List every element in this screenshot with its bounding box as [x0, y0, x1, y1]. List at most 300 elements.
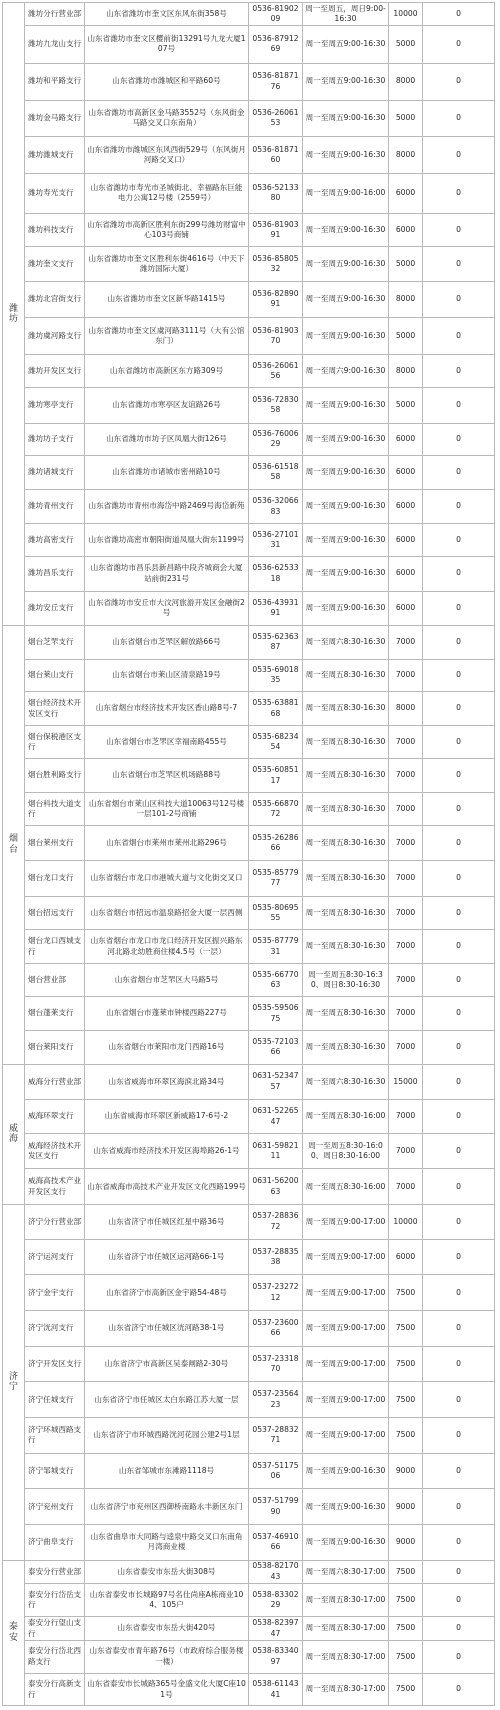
branch-address: 山东省济宁市任城区太白东路江苏大厦一层: [85, 1382, 249, 1418]
second-value: 0: [423, 896, 495, 930]
branch-address: 山东省济宁市环城西路洸河花园公建2号1层: [85, 1418, 249, 1454]
business-hours: 周一至周五9:00-16:30: [303, 100, 389, 137]
table-row: [3, 725, 495, 759]
business-hours: 周一至周六8:30-17:00: [303, 1560, 389, 1583]
business-hours: 周一至周五8:30-17:00: [303, 1674, 389, 1706]
second-value: 0: [423, 423, 495, 456]
branch-address: 山东省潍坊市潍城区东风西街529号（东风街月河路交叉口）: [85, 137, 249, 174]
branch-phone: 0535-2628666: [249, 826, 303, 861]
second-value: 0: [423, 3, 495, 26]
amount-value: 6000: [389, 556, 423, 591]
branch-name: 潍坊坊子支行: [25, 423, 85, 456]
branch-phone: 0535-8577977: [249, 861, 303, 897]
branch-phone: 0631-5982111: [249, 1133, 303, 1169]
amount-value: 9000: [389, 1489, 423, 1525]
branch-address: 山东省烟台市招远市温泉路招金大厦一层西侧: [85, 896, 249, 930]
business-hours: 周一至周五9:00-16:30: [303, 63, 389, 100]
branch-phone: 0538-8239747: [249, 1617, 303, 1640]
branch-phone: 0536-4393191: [249, 591, 303, 626]
branch-name: 济宁曲阜支行: [25, 1525, 85, 1561]
branch-name: 潍坊开发区支行: [25, 355, 85, 388]
amount-value: 7500: [389, 1382, 423, 1418]
business-hours: 周一至周五9:00-16:30: [303, 317, 389, 355]
amount-value: 7000: [389, 1169, 423, 1205]
table-row: [3, 388, 495, 424]
branch-name: 泰安分行高新支行: [25, 1674, 85, 1706]
second-value: 0: [423, 725, 495, 759]
branch-name: 潍坊昌乐支行: [25, 556, 85, 591]
table-row: [3, 659, 495, 692]
second-value: 0: [423, 489, 495, 524]
table-row: [3, 137, 495, 174]
table-row: [3, 963, 495, 997]
table-row: [3, 1674, 495, 1706]
branch-address: 山东省曲阜市大同路与逵泉中路交叉口东南角月湾商业楼: [85, 1525, 249, 1561]
branch-name: 济宁兖州支行: [25, 1489, 85, 1525]
table-row: [3, 692, 495, 726]
table-row: [3, 1640, 495, 1674]
amount-value: 9000: [389, 1525, 423, 1561]
table-row: [3, 1311, 495, 1347]
table-row: [3, 626, 495, 660]
branch-name: 济宁环城西路支行: [25, 1418, 85, 1454]
amount-value: 5000: [389, 317, 423, 355]
branch-table: [2, 2, 495, 1706]
table-row: [3, 1382, 495, 1418]
table-row: [3, 213, 495, 247]
second-value: 0: [423, 213, 495, 247]
table-row: [3, 1418, 495, 1454]
second-value: 0: [423, 591, 495, 626]
business-hours: 周一至周五8:30-16:30、周日8:30-16:30: [303, 963, 389, 997]
amount-value: 7500: [389, 1418, 423, 1454]
branch-address: 山东省潍坊市坊子区凤凰大街126号: [85, 423, 249, 456]
branch-phone: 0535-6901835: [249, 659, 303, 692]
second-value: 0: [423, 1031, 495, 1065]
branch-address: 山东省烟台市莱阳市龙门西路16号: [85, 1031, 249, 1065]
business-hours: 周一至周五9:00-16:30: [303, 282, 389, 318]
amount-value: 5000: [389, 26, 423, 64]
table-row: [3, 792, 495, 826]
branch-name: 烟台保税港区支行: [25, 725, 85, 759]
branch-name: 潍坊潍城支行: [25, 137, 85, 174]
second-value: 0: [423, 792, 495, 826]
branch-address: 山东省烟台市莱州市莱州北路296号: [85, 826, 249, 861]
branch-name: 烟台营业部: [25, 963, 85, 997]
city-cell: 烟台: [3, 626, 25, 1064]
table-row: [3, 355, 495, 388]
branch-address: 山东省泰安市青年路76号（市政府综合服务楼一楼）: [85, 1640, 249, 1674]
second-value: 0: [423, 963, 495, 997]
table-row: [3, 3, 495, 26]
table-row: [3, 63, 495, 100]
branch-address: 山东省济宁市任城区红星中路36号: [85, 1205, 249, 1240]
branch-address: 山东省威海市环翠区海滨北路34号: [85, 1064, 249, 1100]
business-hours: 周一至周五9:00-16:30: [303, 213, 389, 247]
branch-phone: 0536-7283058: [249, 388, 303, 424]
branch-address: 山东省济宁市高新区金宇路54-48号: [85, 1275, 249, 1311]
branch-name: 烟台莱阳支行: [25, 1031, 85, 1065]
branch-name: 烟台蓬莱支行: [25, 997, 85, 1031]
branch-address: 山东省潍坊市青州市海岱中路2469号海岱新苑: [85, 489, 249, 524]
business-hours: 周一至周五9:00-16:00: [303, 174, 389, 214]
business-hours: 周一至周五8:30-17:00: [303, 1583, 389, 1617]
second-value: 0: [423, 100, 495, 137]
amount-value: 7000: [389, 1100, 423, 1134]
branch-phone: 0536-2710131: [249, 524, 303, 557]
business-hours: 周一至周六9:00-16:30: [303, 355, 389, 388]
second-value: 0: [423, 1617, 495, 1640]
branch-address: 山东省潍坊市潍城区和平路60号: [85, 63, 249, 100]
branch-address: 山东省潍坊市奎文区樱前街13291号九龙大厦107号: [85, 26, 249, 64]
branch-name: 潍坊虞河路支行: [25, 317, 85, 355]
amount-value: 7000: [389, 997, 423, 1031]
second-value: 0: [423, 174, 495, 214]
second-value: 0: [423, 1311, 495, 1347]
amount-value: 5000: [389, 388, 423, 424]
branch-phone: 0536-6253318: [249, 556, 303, 591]
table-row: [3, 1031, 495, 1065]
branch-phone: 0535-7210366: [249, 1031, 303, 1065]
branch-name: 烟台龙口西城支行: [25, 930, 85, 964]
second-value: 0: [423, 626, 495, 660]
second-value: 0: [423, 659, 495, 692]
second-value: 0: [423, 1100, 495, 1134]
branch-address: 山东省烟台市莱山区科技大道10063号12号楼一层101-2号商铺: [85, 792, 249, 826]
branch-name: 济宁开发区支行: [25, 1346, 85, 1382]
business-hours: 周一至周五8:30-16:30: [303, 930, 389, 964]
city-cell: 潍坊: [3, 3, 25, 626]
second-value: 0: [423, 1560, 495, 1583]
table-row: [3, 826, 495, 861]
branch-name: 济宁运河支行: [25, 1239, 85, 1275]
branch-phone: 0538-8330229: [249, 1583, 303, 1617]
branch-address: 山东省威海市经济技术开发区海埠路26-1号: [85, 1133, 249, 1169]
amount-value: 9000: [389, 1453, 423, 1489]
second-value: 0: [423, 556, 495, 591]
table-row: [3, 1617, 495, 1640]
branch-address: 山东省烟台市蓬莱市钟楼西路227号: [85, 997, 249, 1031]
second-value: 0: [423, 355, 495, 388]
table-row: [3, 861, 495, 897]
branch-phone: 0536-5213380: [249, 174, 303, 214]
branch-phone: 0538-8217043: [249, 1560, 303, 1583]
business-hours: 周一至周五8:30-16:00: [303, 1169, 389, 1205]
amount-value: 7000: [389, 826, 423, 861]
second-value: 0: [423, 456, 495, 490]
business-hours: 周一至周五9:00-16:30: [303, 247, 389, 282]
branch-name: 潍坊和平路支行: [25, 63, 85, 100]
branch-address: 山东省泰安市东岳大街308号: [85, 1560, 249, 1583]
branch-name: 烟台科技大道支行: [25, 792, 85, 826]
business-hours: 周一至周五9:00-16:30: [303, 591, 389, 626]
business-hours: 周一至周五9:00-16:30: [303, 489, 389, 524]
branch-phone: 0536-8289091: [249, 282, 303, 318]
branch-address: 山东省潍坊市寒亭区友谊路26号: [85, 388, 249, 424]
branch-address: 山东省烟台市莱山区清泉路19号: [85, 659, 249, 692]
table-row: [3, 100, 495, 137]
branch-phone: 0631-5226547: [249, 1100, 303, 1134]
branch-phone: 0537-2331870: [249, 1346, 303, 1382]
business-hours: 周一至周五8:30-17:00: [303, 1640, 389, 1674]
amount-value: 7000: [389, 963, 423, 997]
branch-phone: 0536-7600629: [249, 423, 303, 456]
branch-name: 烟台莱州支行: [25, 826, 85, 861]
business-hours: 周一至周五8:30-16:00: [303, 1100, 389, 1134]
branch-name: 潍坊九龙山支行: [25, 26, 85, 64]
branch-name: 烟台莱山支行: [25, 659, 85, 692]
branch-phone: 0535-6388168: [249, 692, 303, 726]
branch-name: 潍坊寿光支行: [25, 174, 85, 214]
branch-phone: 0537-2327212: [249, 1275, 303, 1311]
amount-value: 8000: [389, 63, 423, 100]
branch-phone: 0537-2360066: [249, 1311, 303, 1347]
table-body: [3, 3, 495, 1706]
branch-phone: 0631-5234757: [249, 1064, 303, 1100]
business-hours: 周一至周五9:00-16:30: [303, 1489, 389, 1525]
branch-address: 山东省济宁市兖州区西御桥南路永丰新区东门: [85, 1489, 249, 1525]
branch-address: 山东省潍坊市寿光市圣城街北、幸福路东巨能电力公寓12号楼（2559号）: [85, 174, 249, 214]
second-value: 0: [423, 1525, 495, 1561]
amount-value: 7000: [389, 626, 423, 660]
city-cell: 济宁: [3, 1205, 25, 1561]
branch-phone: 0536-2606156: [249, 355, 303, 388]
branch-phone: 0537-5179990: [249, 1489, 303, 1525]
business-hours: 周一至周五8:30-16:30: [303, 896, 389, 930]
second-value: 0: [423, 997, 495, 1031]
amount-value: 7500: [389, 1346, 423, 1382]
amount-value: 6000: [389, 591, 423, 626]
amount-value: 5000: [389, 100, 423, 137]
business-hours: 周一至周五8:30-16:30: [303, 725, 389, 759]
business-hours: 周一至周五9:00-16:30: [303, 137, 389, 174]
branch-name: 烟台招远支行: [25, 896, 85, 930]
branch-phone: 0537-5117506: [249, 1453, 303, 1489]
amount-value: 8000: [389, 355, 423, 388]
branch-address: 山东省烟台市龙口市港城大道与文化街交叉口: [85, 861, 249, 897]
amount-value: 6000: [389, 213, 423, 247]
second-value: 0: [423, 282, 495, 318]
branch-address: 山东省济宁市任城区洸河路38-1号: [85, 1311, 249, 1347]
branch-name: 潍坊金马路支行: [25, 100, 85, 137]
amount-value: 7500: [389, 1583, 423, 1617]
branch-address: 山东省潍坊市奎文区虞河路3111号（大有公馆东门）: [85, 317, 249, 355]
second-value: 0: [423, 1418, 495, 1454]
table-row: [3, 1275, 495, 1311]
branch-phone: 0536-3206683: [249, 489, 303, 524]
business-hours: 周一至周五9:00-16:30: [303, 1525, 389, 1561]
branch-address: 山东省潍坊市奎文区胜利东街4616号（中天下潍坊国际大厦）: [85, 247, 249, 282]
amount-value: 8000: [389, 692, 423, 726]
table-row: [3, 489, 495, 524]
business-hours: 周一至周五8:30-16:30: [303, 759, 389, 793]
branch-address: 山东省潍坊市诸城市密州路10号: [85, 456, 249, 490]
business-hours: 周一至周五8:30-16:30: [303, 692, 389, 726]
second-value: 0: [423, 692, 495, 726]
branch-phone: 0536-8190370: [249, 317, 303, 355]
amount-value: 7000: [389, 861, 423, 897]
branch-address: 山东省潍坊高密市朝阳街道凤凰大街东1199号: [85, 524, 249, 557]
branch-name: 泰安分行望山支行: [25, 1617, 85, 1640]
city-cell: 泰安: [3, 1560, 25, 1705]
table-row: [3, 282, 495, 318]
table-row: [3, 1560, 495, 1583]
business-hours: 周一至周六8:30-16:30: [303, 1064, 389, 1100]
branch-address: 山东省威海市环翠区新威路17-6号-2: [85, 1100, 249, 1134]
business-hours: 周一至周五8:30-16:30: [303, 659, 389, 692]
branch-phone: 0535-6687072: [249, 792, 303, 826]
branch-name: 潍坊安丘支行: [25, 591, 85, 626]
table-row: [3, 1346, 495, 1382]
second-value: 0: [423, 317, 495, 355]
branch-phone: 0537-2883538: [249, 1239, 303, 1275]
branch-name: 烟台胜利路支行: [25, 759, 85, 793]
business-hours: 周一至周五9:00-16:30: [303, 456, 389, 490]
branch-name: 潍坊北宫街支行: [25, 282, 85, 318]
branch-address: 山东省潍坊市奎文区新华路1415号: [85, 282, 249, 318]
second-value: 0: [423, 388, 495, 424]
business-hours: 周一至周五9:00-16:30: [303, 556, 389, 591]
branch-address: 山东省潍坊市高新区胜利东街299号潍坊财富中心103号商铺: [85, 213, 249, 247]
table-row: [3, 1489, 495, 1525]
table-row: [3, 456, 495, 490]
branch-phone: 0631-5620063: [249, 1169, 303, 1205]
branch-address: 山东省烟台市芝罘区解放路66号: [85, 626, 249, 660]
branch-name: 威海环翠支行: [25, 1100, 85, 1134]
branch-address: 山东省济宁市高新区吴泰闸路2-30号: [85, 1346, 249, 1382]
branch-phone: 0535-6677063: [249, 963, 303, 997]
branch-name: 济宁洸河支行: [25, 1311, 85, 1347]
amount-value: 6000: [389, 456, 423, 490]
table-row: [3, 591, 495, 626]
amount-value: 7500: [389, 1560, 423, 1583]
branch-name: 济宁分行营业部: [25, 1205, 85, 1240]
branch-name: 潍坊寒亭支行: [25, 388, 85, 424]
amount-value: 5000: [389, 247, 423, 282]
second-value: 0: [423, 1239, 495, 1275]
branch-address: 山东省泰安市长城路365号金盛文化大厦C座101号: [85, 1674, 249, 1706]
business-hours: 周一至周五8:30-16:30: [303, 997, 389, 1031]
table-row: [3, 1583, 495, 1617]
table-row: [3, 1453, 495, 1489]
amount-value: 8000: [389, 137, 423, 174]
second-value: 0: [423, 63, 495, 100]
amount-value: 7000: [389, 930, 423, 964]
table-row: [3, 997, 495, 1031]
table-row: [3, 26, 495, 64]
branch-name: 潍坊分行营业部: [25, 3, 85, 26]
amount-value: 7000: [389, 896, 423, 930]
table-row: [3, 174, 495, 214]
business-hours: 周一至周五9:00-17:00: [303, 1418, 389, 1454]
branch-name: 潍坊科技支行: [25, 213, 85, 247]
branch-address: 山东省邹城市东滩路1118号: [85, 1453, 249, 1489]
second-value: 0: [423, 1133, 495, 1169]
branch-phone: 0535-5950675: [249, 997, 303, 1031]
amount-value: 6000: [389, 524, 423, 557]
second-value: 0: [423, 1064, 495, 1100]
business-hours: 周一至周五8:30-16:30: [303, 861, 389, 897]
branch-name: 泰安分行营业部: [25, 1560, 85, 1583]
business-hours: 周一至周五9:00-17:00: [303, 1275, 389, 1311]
amount-value: 7500: [389, 1617, 423, 1640]
branch-name: 威海分行营业部: [25, 1064, 85, 1100]
branch-address: 山东省泰安市长城路97号名仕尚座A栋商业104、105户: [85, 1583, 249, 1617]
branch-name: 泰安分行岱北西路支行: [25, 1640, 85, 1674]
second-value: 0: [423, 524, 495, 557]
business-hours: 周一至周五9:00-17:00: [303, 1311, 389, 1347]
branch-address: 山东省烟台市龙口市龙口经济开发区振兴路东河北路北幼胜商住楼4.5号（一层）: [85, 930, 249, 964]
table-row: [3, 1133, 495, 1169]
branch-address: 山东省济宁市任城区运河路66-1号: [85, 1239, 249, 1275]
branch-address: 山东省潍坊市昌乐县新昌路中段齐城商会大厦站前街231号: [85, 556, 249, 591]
business-hours: 周一至周五8:30-16:30: [303, 826, 389, 861]
business-hours: 周一至周五9:00-16:30: [303, 26, 389, 64]
amount-value: 10000: [389, 3, 423, 26]
amount-value: 7000: [389, 1133, 423, 1169]
amount-value: 8000: [389, 282, 423, 318]
second-value: 0: [423, 1489, 495, 1525]
branch-name: 潍坊奎文支行: [25, 247, 85, 282]
branch-name: 潍坊青州支行: [25, 489, 85, 524]
branch-phone: 0535-8777931: [249, 930, 303, 964]
branch-name: 济宁邹城支行: [25, 1453, 85, 1489]
branch-name: 潍坊诸城支行: [25, 456, 85, 490]
second-value: 0: [423, 247, 495, 282]
branch-phone: 0536-8187176: [249, 63, 303, 100]
branch-phone: 0536-8791269: [249, 26, 303, 64]
table-row: [3, 247, 495, 282]
branch-address: 山东省烟台市芝罘区幸福南路455号: [85, 725, 249, 759]
table-row: [3, 930, 495, 964]
second-value: 0: [423, 759, 495, 793]
business-hours: 周一至周五9:00-17:00: [303, 1382, 389, 1418]
branch-name: 威海经济技术开发区支行: [25, 1133, 85, 1169]
branch-phone: 0536-8190209: [249, 3, 303, 26]
branch-phone: 0537-2356423: [249, 1382, 303, 1418]
second-value: 0: [423, 1382, 495, 1418]
second-value: 0: [423, 861, 495, 897]
branch-name: 潍坊高密支行: [25, 524, 85, 557]
second-value: 0: [423, 826, 495, 861]
second-value: 0: [423, 1275, 495, 1311]
business-hours: 周一至周五8:30-16:00、周日8:30-16:00: [303, 1133, 389, 1169]
second-value: 0: [423, 1640, 495, 1674]
branch-phone: 0538-6114341: [249, 1674, 303, 1706]
business-hours: 周一至周五9:00-16:30: [303, 1453, 389, 1489]
amount-value: 15000: [389, 1064, 423, 1100]
amount-value: 7500: [389, 1674, 423, 1706]
branch-phone: 0536-8580532: [249, 247, 303, 282]
branch-phone: 0535-6236387: [249, 626, 303, 660]
business-hours: 周一至周五9:00-17:00: [303, 1346, 389, 1382]
branch-phone: 0536-2606153: [249, 100, 303, 137]
business-hours: 周一至周五8:30-16:30: [303, 1031, 389, 1065]
business-hours: 周一至周五9:00-16:30: [303, 524, 389, 557]
branch-address: 山东省烟台市芝罘区机场路88号: [85, 759, 249, 793]
amount-value: 7000: [389, 792, 423, 826]
amount-value: 6000: [389, 489, 423, 524]
table-row: [3, 759, 495, 793]
business-hours: 周一至周五9:00-17:00: [303, 1205, 389, 1240]
business-hours: 周一至周五9:00-16:30: [303, 388, 389, 424]
branch-address: 山东省潍坊市高新区金马路3552号（东风街金马路交叉口东南角）: [85, 100, 249, 137]
amount-value: 7500: [389, 1640, 423, 1674]
branch-address: 山东省烟台市芝罘区大马路5号: [85, 963, 249, 997]
branch-phone: 0536-8190391: [249, 213, 303, 247]
table-row: [3, 317, 495, 355]
business-hours: 周一至周五8:30-16:30: [303, 792, 389, 826]
